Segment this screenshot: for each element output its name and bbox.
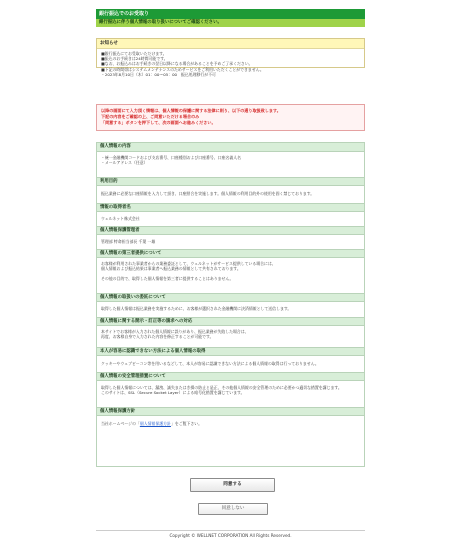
section-line: 振込業務に必要な口座情報を入力して頂き、口座照合を実施します。個人情報の利用目的外の使用を固く禁じております。 [101, 191, 315, 196]
notice-heading: お知らせ [97, 39, 364, 49]
privacy-info-table [96, 142, 365, 467]
section-line: 本サイトでお客様が入力された個人情報に誤りがあり、振込業務が失敗した場合は、 [101, 329, 249, 334]
section-disclosure [97, 317, 364, 347]
notice-line: ■銀行振込にてお受取いただけます。 [101, 51, 167, 56]
agree-button[interactable]: 同意する [190, 478, 275, 492]
section-third-party [97, 249, 364, 293]
policy-prefix: 当社ホームページの「 [101, 421, 140, 426]
privacy-policy-link[interactable]: 個人情報保護方針 [139, 421, 171, 426]
section-title: 個人情報の内容 [97, 143, 364, 152]
section-title: 個人情報保護管理者 [97, 226, 364, 235]
section-line: 取得した個人情報については、漏洩、滅失またはき損の防止と是正、その他個人情報の安全管理のために必要かつ適切な措置を講じます。 [101, 385, 342, 390]
warning-line: 下記の内容をご確認の上、ご同意いただける場合のみ [101, 114, 200, 119]
section-body [97, 381, 364, 407]
section-line: 個人情報および振込結果は事業者へ振込業務の情報として共有されております。 [101, 266, 241, 272]
page-title: 銀行振込でのお受取り [99, 11, 150, 17]
copyright-footer: Copyright © WELLNET CORPORATION All Rights Reserved. [169, 533, 292, 538]
footer-divider [96, 530, 365, 531]
section-body [97, 356, 364, 372]
section-body [97, 326, 364, 347]
section-content [97, 143, 364, 178]
warning-line: 以降の画面にて入力頂く情報は、個人情報の保護に関する法律に則り、以下の通り取扱致します。 [101, 108, 281, 113]
section-purpose [97, 177, 364, 203]
notice-body [97, 49, 364, 77]
section-body [97, 416, 364, 432]
policy-suffix: 」をご覧下さい。 [170, 421, 203, 426]
section-acquirer [97, 203, 364, 226]
page-title-bar [96, 9, 365, 19]
section-body [97, 235, 364, 249]
section-body [97, 302, 364, 317]
section-security [97, 372, 364, 407]
section-line: ウェルネット株式会社 [101, 216, 140, 221]
section-line: ・統一金融機関コードおよび支店番号、口座種別および口座番号、口座名義人名 [101, 155, 242, 160]
notice-box [96, 38, 365, 77]
section-body [97, 186, 364, 203]
section-line: ・メールアドレス（任意） [101, 160, 148, 166]
section-title: 本人が容易に認識できない方法による個人情報の取得 [97, 347, 364, 356]
section-line: お客様が利用された事業者からの業務委託として、ウェルネットがサービス提供している場合には、 [101, 261, 276, 266]
section-title: 情報の取得者名 [97, 203, 364, 212]
section-manager [97, 226, 364, 249]
section-line: 管理部 特命担当部長 千葉 一雄 [101, 239, 156, 244]
page-subtitle-bar [96, 19, 365, 27]
section-title: 個人情報の第三者提供について [97, 249, 364, 258]
notice-line: ■下記の時間帯はシステムメンテナンスのためサービスをご利用いただくことができません。 [101, 66, 264, 72]
section-line: このサイトは、SSL（Secure Socket Layer）による暗号化措置を講じています。 [101, 390, 245, 396]
section-title: 個人情報の取扱いの委託について [97, 293, 364, 302]
notice-line: ■なお、お振込みはお手続きの翌日以降になる場合があることを予めご了承ください。 [101, 61, 253, 67]
notice-line: ■振込のお手続きは24時間可能です。 [101, 56, 168, 62]
section-body [97, 212, 364, 226]
section-line: 再度、お客様自身で入力された内容を修正することが可能です。 [101, 334, 214, 340]
section-title: 個人情報の安全管理措置について [97, 372, 364, 381]
page-subtitle: 銀行振込に伴う個人情報の取り扱いについてご確認ください。 [99, 20, 222, 25]
section-title: 個人情報に関する開示・訂正等の請求への対応 [97, 317, 364, 326]
warning-line: 「同意する」ボタンを押下して、次の画面へお進みください。 [101, 120, 216, 125]
section-line: 取得した個人情報は振込業務を実施するために、お客様が選択された金融機関に決済情報として送信します。 [101, 306, 292, 311]
section-body [97, 258, 364, 293]
section-body [97, 152, 364, 178]
section-outsourcing [97, 293, 364, 317]
consent-warning [96, 104, 365, 131]
section-policy [97, 407, 364, 432]
section-title: 利用目的 [97, 177, 364, 186]
notice-line: ・2023年8月10日（木）01：00～05：00 振込処理移行が不可 [101, 71, 216, 77]
section-line: クッキーやウェブビーコン等を用いるなどして、本人が容易に認識できない方法による個人情報の取得は行っておりません。 [101, 361, 319, 366]
section-cookies [97, 347, 364, 372]
decline-button[interactable]: 同意しない [198, 503, 268, 515]
section-line: その他の目的で、取得した個人情報を第三者に提供することはありません。 [101, 276, 234, 282]
section-title: 個人情報保護方針 [97, 407, 364, 416]
